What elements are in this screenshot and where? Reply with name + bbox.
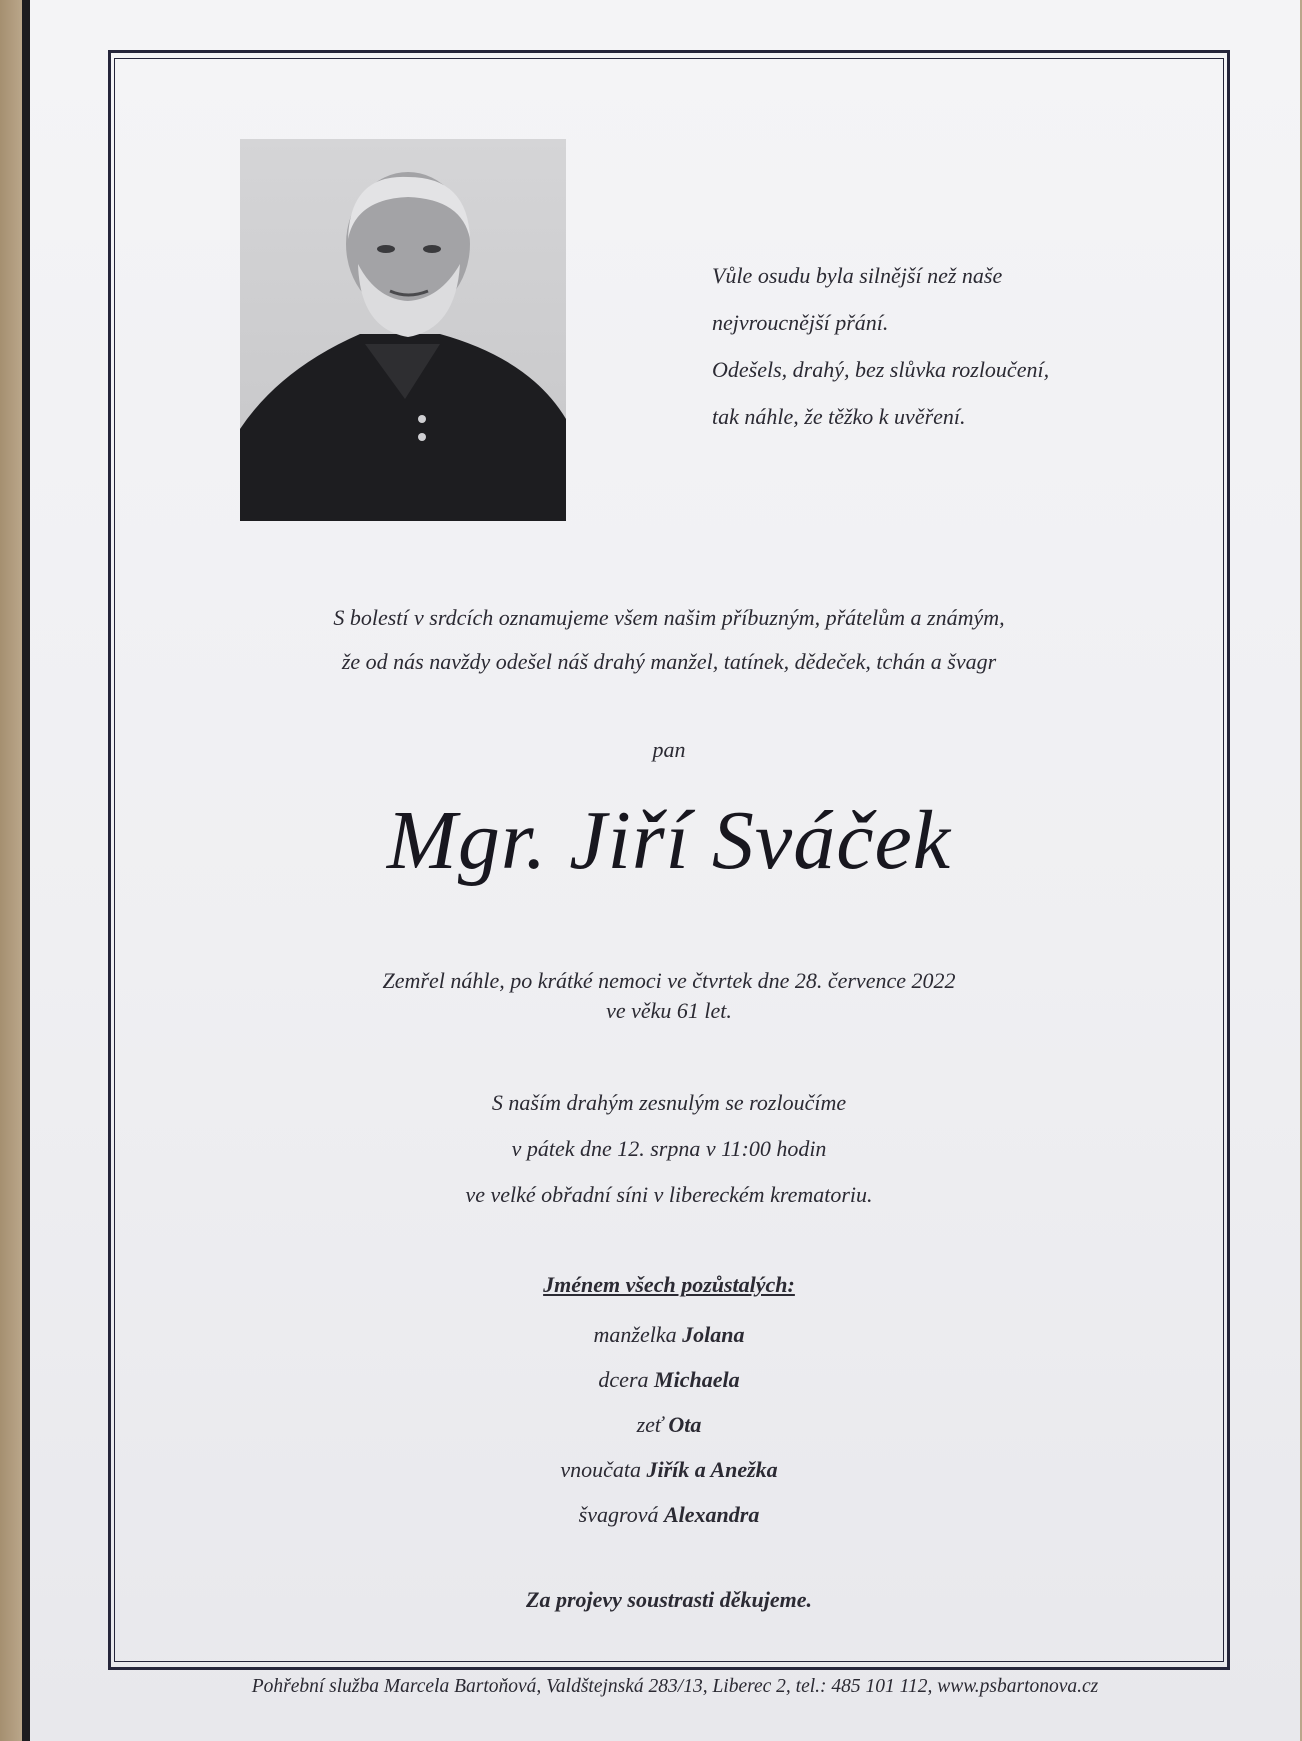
- family-member: dcera Michaela: [598, 1367, 740, 1392]
- ceremony-line: v pátek dne 12. srpna v 11:00 hodin: [511, 1136, 827, 1161]
- poem-line: Vůle osudu byla silnější než naše: [712, 263, 1003, 288]
- deceased-name: Mgr. Jiří Sváček: [386, 794, 952, 887]
- portrait-photo: [240, 139, 566, 521]
- funeral-service-footer: Pohřební služba Marcela Bartoňová, Valdštejnská 283/13, Liberec 2, tel.: 485 101 112, www.psbartonova.cz: [251, 1676, 1099, 1697]
- family-heading: Jménem všech pozůstalých:: [543, 1272, 795, 1297]
- family-member: zeť Ota: [636, 1412, 702, 1437]
- poem-line: Odešels, drahý, bez slůvka rozloučení,: [712, 357, 1050, 382]
- family-member: manželka Jolana: [593, 1322, 745, 1347]
- ceremony-line: S naším drahým zesnulým se rozloučíme: [491, 1090, 847, 1115]
- thanks-line: Za projevy soustrasti děkujeme.: [526, 1587, 812, 1612]
- announcement-line: S bolestí v srdcích oznamujeme všem našim příbuzným, přátelům a známým,: [333, 605, 1005, 630]
- ceremony-line: ve velké obřadní síni v libereckém krematoriu.: [465, 1182, 873, 1207]
- family-member: vnoučata Jiřík a Anežka: [560, 1457, 778, 1482]
- announcement-line: že od nás navždy odešel náš drahý manžel, tatínek, dědeček, tchán a švagr: [341, 649, 997, 674]
- poem: [712, 252, 1142, 440]
- family-list: [114, 1312, 1224, 1537]
- title-prefix: pan: [652, 737, 686, 762]
- death-date-line: Zemřel náhle, po krátké nemoci ve čtvrtek dne 28. července 2022: [382, 968, 956, 993]
- death-info: [114, 966, 1224, 1026]
- family-member: švagrová Alexandra: [578, 1502, 760, 1527]
- ceremony-info: [114, 1080, 1224, 1218]
- poem-line: nejvroucnější přání.: [712, 310, 889, 335]
- poem-line: tak náhle, že těžko k uvěření.: [712, 404, 966, 429]
- age-line: ve věku 61 let.: [606, 998, 732, 1023]
- announcement-text: [114, 596, 1224, 684]
